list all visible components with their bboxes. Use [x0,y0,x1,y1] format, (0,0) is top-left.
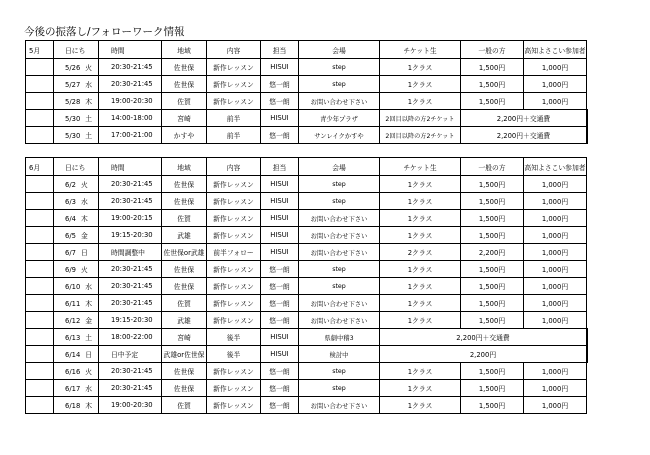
date-value: 6/14 [65,351,81,359]
content-cell: 新作レッスン [207,397,261,414]
region-cell: 武雄 [162,227,207,244]
date-cell [54,261,99,278]
ticket-cell: 2回目以降の方2チケット [380,127,461,144]
date-cell [54,127,99,144]
general-price-column-header: 一般の方 [461,41,524,59]
general-price-cell: 1,500円 [461,397,524,414]
ticket-cell: 2回目以降の方2チケット [380,110,461,127]
time-cell: 19:00-20:15 [99,210,162,227]
content-cell: 前半 [207,127,261,144]
table-row [26,295,588,312]
region-cell: 佐世保 [162,278,207,295]
table-row [26,278,588,295]
table-row [26,59,588,76]
ticket-cell: 1クラス [380,210,461,227]
table-header-row [26,158,588,176]
month-cell [26,110,54,127]
region-cell: かすや [162,127,207,144]
date-value: 6/18 [65,402,81,410]
region-cell: 佐賀 [162,93,207,110]
region-column-header: 地域 [162,158,207,176]
region-column-header: 地域 [162,41,207,59]
ticket-cell: 1クラス [380,59,461,76]
ticket-cell: 1クラス [380,363,461,380]
content-cell: 新作レッスン [207,176,261,193]
instructor-cell: HISUI [261,110,299,127]
region-cell: 宮崎 [162,329,207,346]
date-value: 6/7 [65,249,76,257]
instructor-cell: HISUI [261,329,299,346]
table-row [26,397,588,414]
yosakoi-price-cell [587,346,588,363]
instructor-cell: 悠一朗 [261,312,299,329]
date-value: 6/12 [65,317,81,325]
content-cell: 新作レッスン [207,295,261,312]
venue-cell: お問い合わせ下さい [299,210,380,227]
date-cell [54,380,99,397]
instructor-cell: HISUI [261,193,299,210]
yosakoi-price-cell: 1,000円 [524,380,587,397]
weekday-value: 金 [80,232,88,240]
date-cell [54,59,99,76]
table-row [26,210,588,227]
date-value: 5/30 [65,132,81,140]
weekday-value: 土 [85,132,93,140]
region-cell: 佐世保or武雄 [162,244,207,261]
weekday-value: 木 [80,215,88,223]
ticket-cell: 1クラス [380,295,461,312]
content-cell: 新作レッスン [207,76,261,93]
venue-cell: お問い合わせ下さい [299,397,380,414]
date-value: 5/30 [65,115,81,123]
fee-cell: 2,200円＋交通費 [380,329,587,346]
time-column-header: 時間 [99,158,162,176]
general-price-cell: 1,500円 [461,59,524,76]
instructor-cell: 悠一朗 [261,261,299,278]
venue-cell: step [299,363,380,380]
time-cell: 時間調整中 [99,244,162,261]
general-price-cell: 1,500円 [461,312,524,329]
region-cell: 佐世保 [162,59,207,76]
date-cell [54,312,99,329]
month-cell [26,176,54,193]
date-cell [54,93,99,110]
content-cell: 後半 [207,329,261,346]
date-value: 5/26 [65,64,81,72]
date-value: 6/17 [65,385,81,393]
fee-cell: 2,200円 [380,346,587,363]
general-price-cell: 2,200円 [461,244,524,261]
ticket-cell: 1クラス [380,261,461,278]
venue-cell: step [299,261,380,278]
content-cell: 新作レッスン [207,210,261,227]
general-price-cell: 1,500円 [461,93,524,110]
general-price-cell: 1,500円 [461,261,524,278]
table-row [26,176,588,193]
date-cell [54,176,99,193]
time-cell: 20:30-21:45 [99,176,162,193]
yosakoi-price-cell [587,329,588,346]
month-cell [26,210,54,227]
yosakoi-price-cell: 1,000円 [524,59,587,76]
content-cell: 前半 [207,110,261,127]
venue-cell: お問い合わせ下さい [299,295,380,312]
weekday-value: 木 [85,98,93,106]
yosakoi-price-cell [587,127,588,144]
date-cell [54,363,99,380]
instructor-cell: HISUI [261,176,299,193]
fee-cell: 2,200円＋交通費 [461,110,587,127]
region-cell: 佐世保 [162,193,207,210]
table-row [26,76,588,93]
region-cell: 佐賀 [162,210,207,227]
table-row [26,261,588,278]
ticket-cell: 1クラス [380,397,461,414]
table-row [26,346,588,363]
venue-cell: step [299,176,380,193]
date-value: 6/9 [65,266,76,274]
venue-cell: step [299,76,380,93]
yosakoi-price-cell: 1,000円 [524,261,587,278]
content-cell: 新作レッスン [207,278,261,295]
date-value: 6/11 [65,300,81,308]
time-cell: 19:00-20:30 [99,397,162,414]
instructor-cell: HISUI [261,59,299,76]
region-cell: 佐世保 [162,261,207,278]
content-cell: 新作レッスン [207,261,261,278]
instructor-cell: 悠一朗 [261,278,299,295]
instructor-cell: 悠一朗 [261,397,299,414]
table-header-row [26,41,588,59]
content-cell: 後半 [207,346,261,363]
table-row [26,363,588,380]
instructor-cell: 悠一朗 [261,127,299,144]
yosakoi-price-cell: 1,000円 [524,176,587,193]
date-cell [54,329,99,346]
yosakoi-price-column-header: 高知よさこい参加者 [524,41,587,59]
venue-cell: step [299,278,380,295]
ticket-column-header: チケット生 [380,41,461,59]
date-cell [54,76,99,93]
weekday-value: 木 [85,300,93,308]
date-value: 6/13 [65,334,81,342]
month-cell [26,312,54,329]
may-schedule-table [25,40,588,144]
general-price-cell: 1,500円 [461,380,524,397]
ticket-cell: 1クラス [380,93,461,110]
ticket-cell: 1クラス [380,380,461,397]
table-row [26,329,588,346]
yosakoi-price-cell: 1,000円 [524,193,587,210]
month-cell [26,76,54,93]
month-cell [26,278,54,295]
date-value: 6/4 [65,215,76,223]
time-cell: 20:30-21:45 [99,193,162,210]
date-cell [54,227,99,244]
table-row [26,312,588,329]
time-cell: 19:15-20:30 [99,312,162,329]
region-cell: 佐世保 [162,76,207,93]
time-cell: 19:15-20:30 [99,227,162,244]
venue-cell: サンレイクかすや [299,127,380,144]
time-cell: 20:30-21:45 [99,380,162,397]
table-row [26,227,588,244]
instructor-cell: HISUI [261,346,299,363]
weekday-value: 木 [85,402,93,410]
content-cell: 新作レッスン [207,227,261,244]
yosakoi-price-cell [587,110,588,127]
weekday-value: 水 [85,81,93,89]
region-cell: 佐世保 [162,176,207,193]
month-cell [26,295,54,312]
date-value: 6/5 [65,232,76,240]
date-column-header: 日にち [54,158,99,176]
instructor-cell: HISUI [261,210,299,227]
month-cell [26,59,54,76]
yosakoi-price-cell: 1,000円 [524,244,587,261]
month-cell [26,380,54,397]
instructor-column-header: 担当 [261,41,299,59]
venue-cell: step [299,380,380,397]
content-cell: 新作レッスン [207,93,261,110]
venue-cell: step [299,59,380,76]
general-price-cell: 1,500円 [461,278,524,295]
instructor-column-header: 担当 [261,158,299,176]
weekday-value: 日 [80,249,88,257]
weekday-value: 土 [85,334,93,342]
venue-cell: step [299,193,380,210]
month-cell [26,261,54,278]
ticket-cell: 1クラス [380,193,461,210]
time-cell: 20:30-21:45 [99,261,162,278]
date-cell [54,193,99,210]
date-value: 5/28 [65,98,81,106]
general-price-cell: 1,500円 [461,176,524,193]
date-value: 6/3 [65,198,76,206]
month-cell [26,363,54,380]
page-title: 今後の振落し/フォローワーク情報 [24,26,185,38]
ticket-cell: 2クラス [380,244,461,261]
month-cell [26,93,54,110]
venue-cell: お問い合わせ下さい [299,227,380,244]
venue-column-header: 会場 [299,41,380,59]
venue-cell: 検討中 [299,346,380,363]
general-price-cell: 1,500円 [461,295,524,312]
venue-cell: お問い合わせ下さい [299,244,380,261]
fee-cell: 2,200円＋交通費 [461,127,587,144]
yosakoi-price-cell: 1,000円 [524,76,587,93]
table-row [26,127,588,144]
yosakoi-price-cell: 1,000円 [524,210,587,227]
region-cell: 武雄 [162,312,207,329]
time-cell: 19:00-20:30 [99,93,162,110]
yosakoi-price-cell: 1,000円 [524,312,587,329]
instructor-cell: 悠一朗 [261,295,299,312]
general-price-column-header: 一般の方 [461,158,524,176]
general-price-cell: 1,500円 [461,363,524,380]
date-cell [54,278,99,295]
month-column-header: 6月 [26,158,54,176]
venue-cell: 青少年プラザ [299,110,380,127]
table-row [26,110,588,127]
month-column-header: 5月 [26,41,54,59]
instructor-cell: 悠一朗 [261,76,299,93]
region-cell: 佐世保 [162,380,207,397]
date-value: 6/16 [65,368,81,376]
yosakoi-price-cell: 1,000円 [524,397,587,414]
table-row [26,93,588,110]
month-cell [26,397,54,414]
instructor-cell: HISUI [261,244,299,261]
table-row [26,380,588,397]
content-cell: 新作レッスン [207,59,261,76]
time-cell: 日中予定 [99,346,162,363]
yosakoi-price-column-header: 高知よさこい参加者 [524,158,587,176]
weekday-value: 金 [85,317,93,325]
ticket-cell: 1クラス [380,278,461,295]
weekday-value: 火 [85,368,93,376]
region-cell: 佐世保 [162,363,207,380]
content-cell: 新作レッスン [207,312,261,329]
time-cell: 20:30-21:45 [99,363,162,380]
time-cell: 14:00-18:00 [99,110,162,127]
yosakoi-price-cell: 1,000円 [524,295,587,312]
content-cell: 新作レッスン [207,380,261,397]
ticket-cell: 1クラス [380,227,461,244]
region-cell: 武雄or佐世保 [162,346,207,363]
yosakoi-price-cell: 1,000円 [524,93,587,110]
region-cell: 宮崎 [162,110,207,127]
month-cell [26,329,54,346]
month-cell [26,244,54,261]
general-price-cell: 1,500円 [461,193,524,210]
ticket-cell: 1クラス [380,76,461,93]
time-cell: 20:30-21:45 [99,76,162,93]
content-column-header: 内容 [207,41,261,59]
june-schedule-table [25,157,588,414]
month-cell [26,346,54,363]
content-cell: 新作レッスン [207,363,261,380]
content-cell: 新作レッスン [207,193,261,210]
ticket-cell: 1クラス [380,312,461,329]
table-row [26,244,588,261]
content-cell: 前半フォロー [207,244,261,261]
weekday-value: 火 [80,266,88,274]
weekday-value: 水 [85,283,93,291]
region-cell: 佐賀 [162,295,207,312]
ticket-column-header: チケット生 [380,158,461,176]
venue-cell: お問い合わせ下さい [299,93,380,110]
weekday-value: 火 [85,64,93,72]
yosakoi-price-cell: 1,000円 [524,278,587,295]
time-cell: 18:00-22:00 [99,329,162,346]
venue-cell: 県劇中稽3 [299,329,380,346]
weekday-value: 土 [85,115,93,123]
weekday-value: 火 [80,181,88,189]
region-cell: 佐賀 [162,397,207,414]
month-cell [26,127,54,144]
ticket-cell: 1クラス [380,176,461,193]
yosakoi-price-cell: 1,000円 [524,363,587,380]
date-value: 6/10 [65,283,81,291]
instructor-cell: 悠一朗 [261,380,299,397]
weekday-value: 日 [85,351,93,359]
general-price-cell: 1,500円 [461,210,524,227]
date-cell [54,295,99,312]
date-cell [54,346,99,363]
date-value: 6/2 [65,181,76,189]
yosakoi-price-cell: 1,000円 [524,227,587,244]
time-cell: 20:30-21:45 [99,278,162,295]
date-cell [54,244,99,261]
date-column-header: 日にち [54,41,99,59]
instructor-cell: 悠一朗 [261,363,299,380]
instructor-cell: HISUI [261,227,299,244]
venue-column-header: 会場 [299,158,380,176]
weekday-value: 水 [85,385,93,393]
venue-cell: お問い合わせ下さい [299,312,380,329]
date-cell [54,210,99,227]
time-cell: 20:30-21:45 [99,295,162,312]
instructor-cell: 悠一朗 [261,93,299,110]
date-value: 5/27 [65,81,81,89]
time-cell: 20:30-21:45 [99,59,162,76]
time-cell: 17:00-21:00 [99,127,162,144]
date-cell [54,397,99,414]
general-price-cell: 1,500円 [461,227,524,244]
table-row [26,193,588,210]
date-cell [54,110,99,127]
weekday-value: 水 [80,198,88,206]
general-price-cell: 1,500円 [461,76,524,93]
content-column-header: 内容 [207,158,261,176]
time-column-header: 時間 [99,41,162,59]
month-cell [26,193,54,210]
month-cell [26,227,54,244]
